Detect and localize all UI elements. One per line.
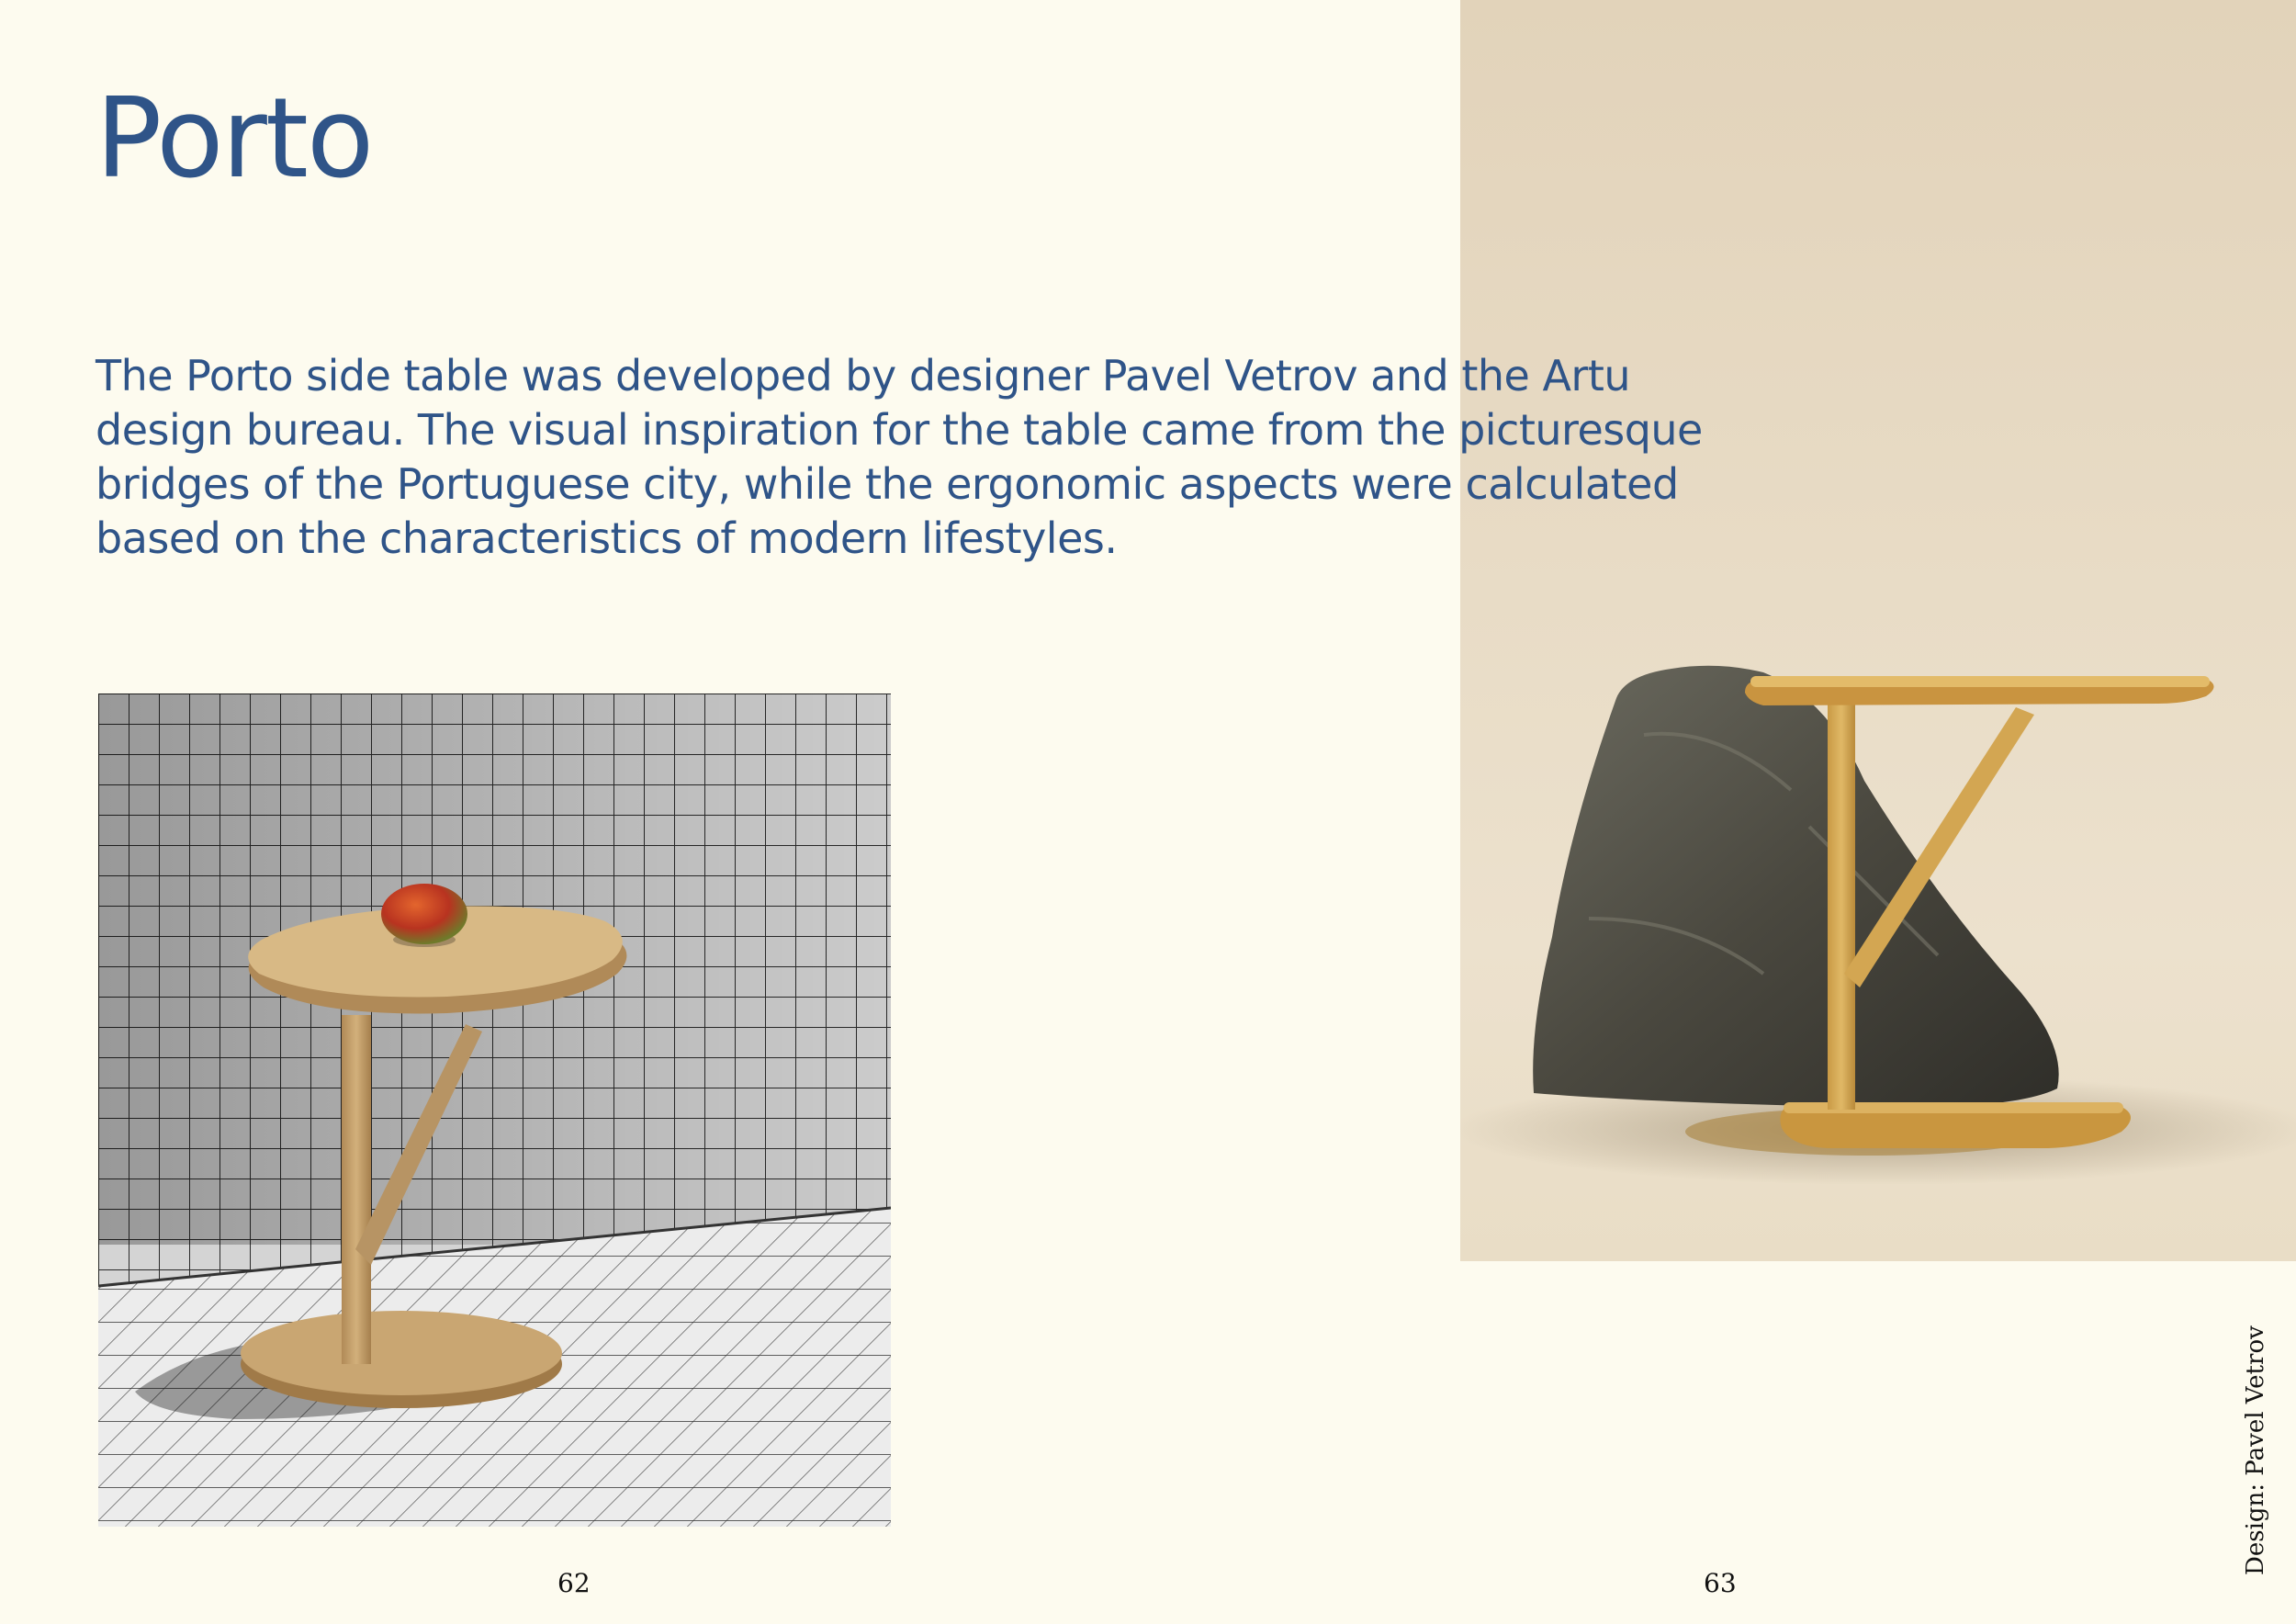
page-title: Porto <box>96 75 373 203</box>
page-number-left: 62 <box>557 1568 591 1598</box>
description-line: design bureau. The visual inspiration for the table came from the picturesque <box>96 405 1703 455</box>
description-line: The Porto side table was developed by designer Pavel Vetrov and the Artu <box>96 351 1631 400</box>
product-description <box>96 349 1932 566</box>
product-photo-table-with-mango <box>98 694 891 1527</box>
description-line: based on the characteristics of modern lifestyles. <box>96 513 1118 563</box>
page-number-right: 63 <box>1704 1568 1737 1598</box>
designer-credit: Design: Pavel Vetrov <box>2242 1325 2269 1575</box>
product-photo-table-with-rock <box>1460 0 2296 1261</box>
description-line: bridges of the Portuguese city, while the ergonomic aspects were calculated <box>96 459 1679 509</box>
